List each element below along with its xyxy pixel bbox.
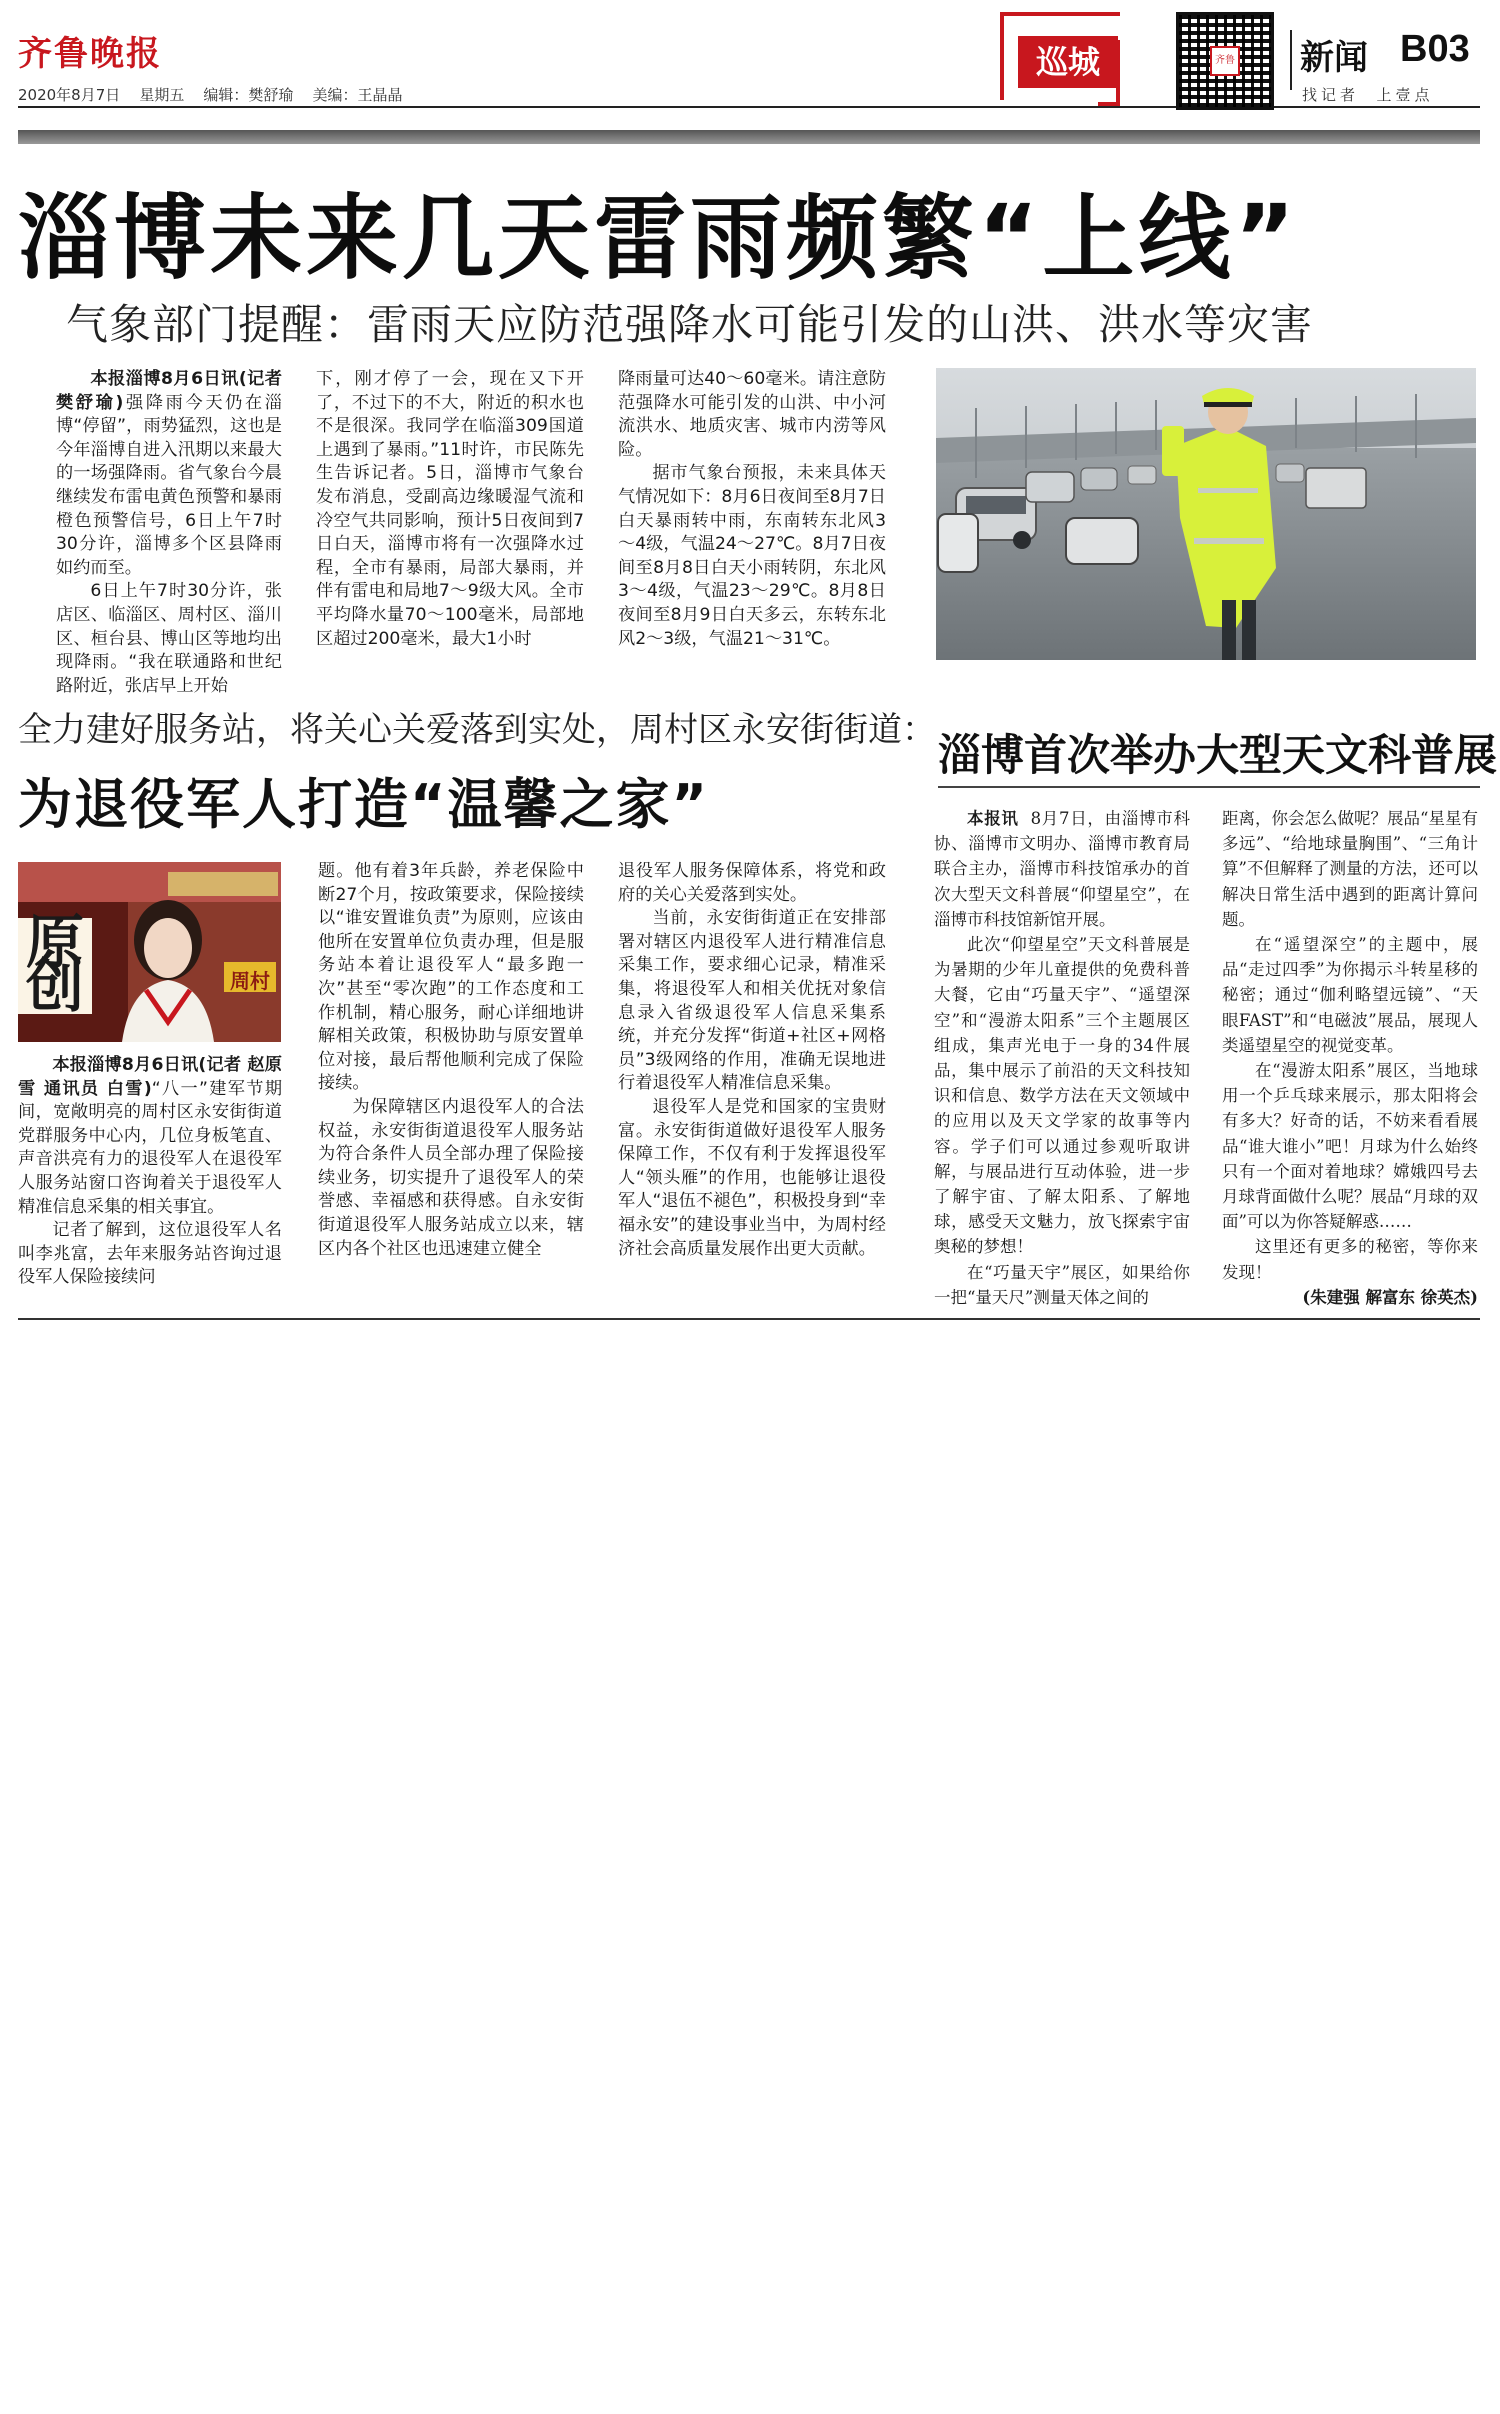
story3-col1-paragraph-2: 此次“仰望星空”天文科普展是为暑期的少年儿童提供的免费科普大餐，它由“巧量天宇”、“遥望深空”和“漫游太阳系”三个主题展区组成，集声光电于一身的34件展品，集中展示了前沿的天文科技知识和信息、数学方法在天文领域中的应用以及天文学家的故事等内容。学子们可以通过参观听取讲解，与展品进行互动体验，进一步了解宇宙、了解太阳系、了解地球，感受天文魅力，放飞探索宇宙奥秘的梦想！	[934, 935, 1190, 1257]
story1-col3-paragraph-1: 降雨量可达40～60毫米。请注意防范强降水可能引发的山洪、中小河流洪水、地质灾害、城市内涝等风险。	[618, 369, 886, 460]
story2-dateline: 本报淄博8月6日讯(记者 赵原雪 通讯员 白雪)	[18, 1055, 282, 1099]
story3-col1-paragraph-1: 8月7日，由淄博市科协、淄博市文明办、淄博市教育局联合主办，淄博市科技馆承办的首次大型天文科普展“仰望星空”，在淄博市科技馆新馆开展。	[934, 809, 1191, 929]
decorative-bar	[18, 130, 1480, 144]
section-name: 新闻	[1300, 38, 1368, 78]
story2-col3-paragraph-2: 当前，永安街街道正在安排部署对辖区内退役军人进行精准信息采集工作，要求细心记录，精准采集，将退役军人和相关优抚对象信息录入省级退役军人信息采集系统，并充分发挥“街道+社区+网格员”3级网络的作用，准确无误地进行着退役军人精准信息采集。	[618, 908, 886, 1094]
header-vertical-divider	[1290, 30, 1292, 90]
story1-headline: 淄博未来几天雷雨频繁“上线”	[18, 185, 1299, 292]
story1-column-3	[618, 368, 886, 651]
story1-subheadline: 气象部门提醒：雷雨天应防范强降水可能引发的山洪、洪水等灾害	[66, 300, 1314, 349]
story3-col2-paragraph-2: 在“遥望深空”的主题中，展品“走过四季”为你揭示斗转星移的秘密；通过“伽利略望远镜”、“天眼FAST”和“电磁波”展品，展现人类遥望星空的视觉变革。	[1222, 935, 1478, 1055]
column-tag: 巡城	[1018, 36, 1118, 88]
story3-column-1	[934, 806, 1190, 1310]
story1-col3-paragraph-2: 据市气象台预报，未来具体天气情况如下：8月6日夜间至8月7日白天暴雨转中雨，东南转东北风3～4级，气温24～27℃。8月7日夜间至8月8日白天小雨转阴，东北风3～4级，气温23～29℃。8月8日夜间至8月9日白天多云，东转东北风2～3级，气温21～31℃。	[618, 463, 886, 649]
story3-byline: (朱建强 解富东 徐英杰)	[1302, 1287, 1478, 1307]
photo-badge: 周村	[230, 969, 270, 993]
story3-dateline: 本报讯	[967, 809, 1019, 828]
story3-col2-paragraph-1: 距离，你会怎么做呢？展品“星星有多远”、“给地球量胸围”、“三角计算”不但解释了测量的方法，还可以解决日常生活中遇到的距离计算问题。	[1222, 809, 1478, 929]
story2-col2-paragraph-1: 题。他有着3年兵龄，养老保险中断27个月，按政策要求，保险接续以“谁安置谁负责”为原则，应该由他所在安置单位负责办理，但是服务站本着让退役军人“最多跑一次”甚至“零次跑”的工作态度和工作机制，精心服务，耐心详细地讲解相关政策，积极协助与原安置单位对接，最后帮他顺利完成了保险接续。	[318, 861, 584, 1094]
newspaper-logo: 齐鲁晚报	[18, 34, 162, 74]
story1-column-2	[316, 368, 584, 651]
story1-column-1	[56, 368, 282, 698]
traffic-police-rain-photo	[936, 368, 1476, 660]
story2-kicker: 全力建好服务站，将关心关爱落到实处，周村区永安街街道：	[18, 710, 936, 750]
header-slogan: 找记者 上壹点	[1302, 86, 1434, 104]
story2-col2-paragraph-2: 为保障辖区内退役军人的合法权益，永安街街道退役军人服务站为符合条件人员全部办理了保险接续业务，切实提升了退役军人的荣誉感、幸福感和获得感。自永安街街道退役军人服务站成立以来，辖区内各个社区也迅速建立健全	[318, 1096, 584, 1259]
story2-column-3	[618, 860, 886, 1261]
original-video-thumbnail[interactable]	[18, 862, 281, 1042]
story1-col1-paragraph-1: 强降雨今天仍在淄博“停留”，雨势猛烈，这也是今年淄博自进入汛期以来最大的一场强降雨。省气象台今晨继续发布雷电黄色预警和暴雨橙色预警信号，6日上午7时30分许，淄博多个区县降雨如约而至。	[56, 392, 282, 578]
story1-col2-text: 下，刚才停了一会，现在又下开了，不过下的不大，附近的积水也不是很深。我同学在临淄309国道上遇到了暴雨。”11时许，市民陈先生告诉记者。5日，淄博市气象台发布消息，受副高边缘暖湿气流和冷空气共同影响，预计5日夜间到7日白天，淄博市将有一次强降水过程，全市有暴雨，局部大暴雨，并伴有雷电和局地7～9级大风。全市平均降水量70～100毫米，局部地区超过200毫米，最大1小时	[316, 369, 584, 649]
story2-column-1	[18, 1054, 282, 1290]
story3-headline: 淄博首次举办大型天文科普展	[938, 731, 1497, 781]
original-brush-text: 原创	[26, 908, 85, 1020]
qr-center-logo: 齐鲁	[1210, 46, 1240, 76]
story2-col1-paragraph-1: “八一”建军节期间，宽敞明亮的周村区永安街街道党群服务中心内，几位身板笔直、声音洪亮有力的退役军人在退役军人服务站窗口咨询着关于退役军人精准信息采集的相关事宜。	[18, 1078, 283, 1217]
story2-headline: 为退役军人打造“温馨之家”	[18, 773, 709, 836]
story3-headline-divider	[938, 786, 1480, 788]
date-editor-line: 2020年8月7日 星期五 编辑：樊舒瑜 美编：王晶晶	[18, 86, 403, 104]
story1-col1-paragraph-2: 6日上午7时30分许，张店区、临淄区、周村区、淄川区、桓台县、博山区等地均出现降雨。“我在联通路和世纪路附近，张店早上开始	[56, 581, 282, 696]
story3-col2-paragraph-4: 这里还有更多的秘密，等你来发现！	[1222, 1237, 1478, 1282]
story2-col1-paragraph-2: 记者了解到，这位退役军人名叫李兆富，去年来服务站咨询过退役军人保险接续问	[18, 1220, 282, 1288]
page-number: B03	[1400, 28, 1470, 70]
story2-col3-paragraph-3: 退役军人是党和国家的宝贵财富。永安街街道做好退役军人服务保障工作，不仅有利于发挥退役军人“领头雁”的作用，也能够让退役军人“退伍不褪色”，积极投身到“幸福永安”的建设事业当中，为周村经济社会高质量发展作出更大贡献。	[618, 1096, 886, 1259]
story3-col2-paragraph-3: 在“漫游太阳系”展区，当地球用一个乒乓球来展示，那太阳将会有多大？好奇的话，不妨来看看展品“谁大谁小”吧！月球为什么始终只有一个面对着地球？嫦娥四号去月球背面做什么呢？展品“月球的双面”可以为你答疑解惑……	[1222, 1061, 1478, 1232]
story3-col1-paragraph-3: 在“巧量天宇”展区，如果给你一把“量天尺”测量天体之间的	[934, 1262, 1190, 1307]
story2-column-2	[318, 860, 584, 1261]
story2-col3-paragraph-1: 退役军人服务保障体系，将党和政府的关心关爱落到实处。	[618, 861, 886, 905]
story3-column-2	[1222, 806, 1478, 1310]
story1-dateline: 本报淄博8月6日讯(记者 樊舒瑜)	[56, 369, 282, 413]
content-bottom-divider	[18, 1318, 1480, 1320]
